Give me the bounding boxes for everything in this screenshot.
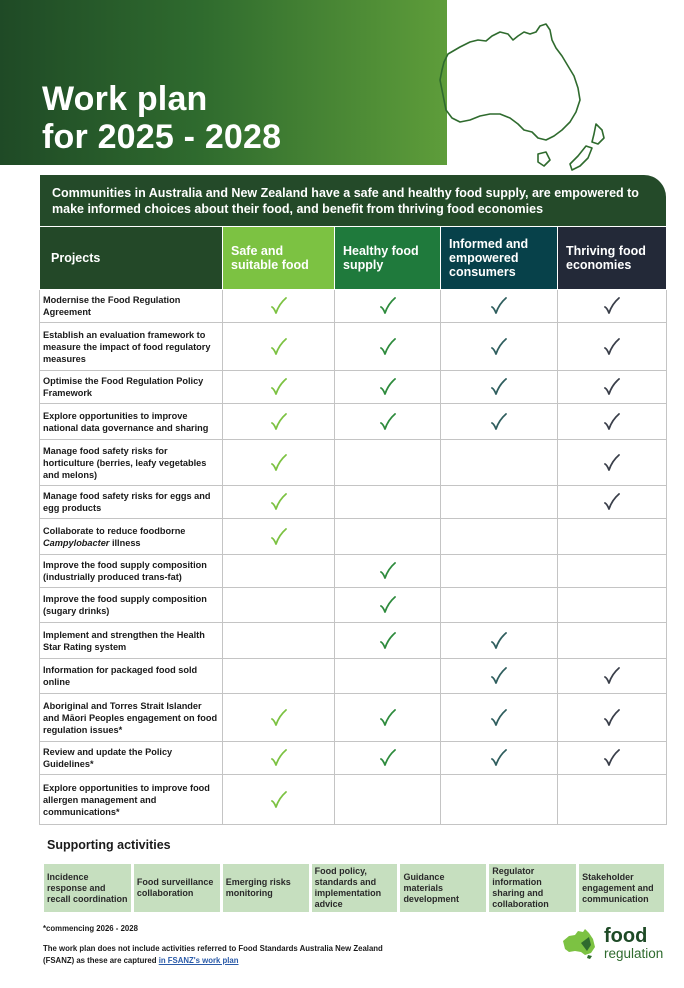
outcome-cell: [441, 290, 558, 323]
outcome-cell: [441, 588, 558, 623]
logo-word-regulation: regulation: [604, 946, 664, 961]
checkmark-icon: [490, 748, 508, 768]
outcome-cell: [558, 588, 667, 623]
checkmark-icon: [270, 708, 288, 728]
outcome-cell: [335, 623, 441, 659]
checkmark-icon: [603, 708, 621, 728]
outcome-cell: [558, 694, 667, 742]
support-item: Emerging risks monitoring: [223, 864, 309, 912]
logo-word-food: food: [604, 925, 648, 947]
table-row: [40, 486, 667, 519]
project-name: Manage food safety risks for horticulture (berries, leafy vegetables and melons): [40, 440, 223, 486]
project-name: [40, 519, 223, 555]
outcome-cell: [223, 555, 335, 588]
outcome-cell: [223, 694, 335, 742]
checkmark-icon: [490, 412, 508, 432]
outcome-cell: [441, 323, 558, 371]
outcome-cell: [223, 775, 335, 825]
checkmark-icon: [603, 453, 621, 473]
table-row: [40, 371, 667, 404]
food-regulation-logo: [561, 925, 671, 965]
project-name: Modernise the Food Regulation Agreement: [40, 290, 223, 323]
project-name: Explore opportunities to improve food allergen management and communications*: [40, 775, 223, 825]
outcome-cell: [335, 775, 441, 825]
outcome-cell: [223, 323, 335, 371]
table-row: [40, 440, 667, 486]
outcome-cell: [441, 519, 558, 555]
checkmark-icon: [490, 377, 508, 397]
australia-nz-map-icon: [400, 14, 610, 172]
checkmark-icon: [270, 296, 288, 316]
australia-leaf-logo-icon: [561, 927, 597, 959]
outcome-cell: [335, 486, 441, 519]
vision-statement: Communities in Australia and New Zealand have a safe and healthy food supply, are empowered to make informed choices about their food, and benefit from thriving food economies: [40, 175, 666, 227]
outcome-cell: [558, 440, 667, 486]
outcome-cell: [223, 519, 335, 555]
footnote: *commencing 2026 - 2028: [43, 924, 138, 933]
disclaimer: [43, 943, 403, 967]
column-header-thriving-economies: Thriving food economies: [558, 227, 667, 290]
table-row: [40, 775, 667, 825]
checkmark-icon: [490, 337, 508, 357]
outcome-cell: [558, 623, 667, 659]
outcome-cell: [223, 371, 335, 404]
outcome-cell: [558, 371, 667, 404]
outcome-cell: [335, 440, 441, 486]
outcome-cell: [223, 404, 335, 440]
checkmark-icon: [270, 377, 288, 397]
table-header-row: [40, 227, 667, 290]
outcome-cell: [558, 519, 667, 555]
checkmark-icon: [379, 337, 397, 357]
hero-banner: [0, 0, 447, 165]
project-name: Improve the food supply composition (sugary drinks): [40, 588, 223, 623]
checkmark-icon: [270, 527, 288, 547]
outcome-cell: [441, 623, 558, 659]
page-title: [42, 80, 281, 156]
column-header-safe-food: Safe and suitable food: [223, 227, 335, 290]
project-name-part: illness: [109, 537, 141, 548]
disclaimer-text: The work plan does not include activities referred to Food Standards Australia New Zealand (FSANZ) as these are captured: [43, 944, 383, 965]
outcome-cell: [558, 323, 667, 371]
table-row: [40, 290, 667, 323]
checkmark-icon: [603, 492, 621, 512]
project-name: Establish an evaluation framework to measure the impact of food regulatory measures: [40, 323, 223, 371]
checkmark-icon: [603, 377, 621, 397]
table-row: [40, 519, 667, 555]
column-header-healthy-supply: Healthy food supply: [335, 227, 441, 290]
checkmark-icon: [270, 453, 288, 473]
checkmark-icon: [490, 631, 508, 651]
support-item: Regulator information sharing and collaboration: [489, 864, 576, 912]
table-body: [40, 290, 667, 825]
table-row: [40, 742, 667, 775]
outcome-cell: [223, 623, 335, 659]
outcome-cell: [335, 323, 441, 371]
outcome-cell: [441, 659, 558, 694]
outcome-cell: [223, 659, 335, 694]
project-name: Aboriginal and Torres Strait Islander and Māori Peoples engagement on food regulation issues*: [40, 694, 223, 742]
outcome-cell: [223, 742, 335, 775]
table-row: [40, 659, 667, 694]
table-row: [40, 588, 667, 623]
outcome-cell: [335, 588, 441, 623]
checkmark-icon: [490, 296, 508, 316]
table-row: [40, 323, 667, 371]
project-name: Information for packaged food sold online: [40, 659, 223, 694]
table-row: [40, 555, 667, 588]
checkmark-icon: [270, 492, 288, 512]
outcome-cell: [558, 555, 667, 588]
project-name: Implement and strengthen the Health Star Rating system: [40, 623, 223, 659]
outcome-cell: [441, 486, 558, 519]
checkmark-icon: [270, 748, 288, 768]
outcome-cell: [335, 555, 441, 588]
outcome-cell: [558, 290, 667, 323]
project-name: Improve the food supply composition (industrially produced trans-fat): [40, 555, 223, 588]
checkmark-icon: [490, 708, 508, 728]
supporting-activities-list: [44, 864, 664, 912]
support-item: Incidence response and recall coordination: [44, 864, 131, 912]
checkmark-icon: [379, 412, 397, 432]
checkmark-icon: [270, 790, 288, 810]
outcome-cell: [441, 742, 558, 775]
table-row: [40, 623, 667, 659]
checkmark-icon: [270, 337, 288, 357]
checkmark-icon: [379, 748, 397, 768]
outcome-cell: [441, 775, 558, 825]
outcome-cell: [441, 555, 558, 588]
work-plan-table: [39, 226, 667, 825]
table-row: [40, 404, 667, 440]
outcome-cell: [223, 588, 335, 623]
support-item: Food policy, standards and implementation advice: [312, 864, 398, 912]
outcome-cell: [335, 371, 441, 404]
support-item: Food surveillance collaboration: [134, 864, 220, 912]
checkmark-icon: [379, 377, 397, 397]
outcome-cell: [441, 440, 558, 486]
checkmark-icon: [603, 296, 621, 316]
checkmark-icon: [603, 337, 621, 357]
outcome-cell: [558, 659, 667, 694]
column-header-informed-consumers: Informed and empowered consumers: [441, 227, 558, 290]
checkmark-icon: [603, 666, 621, 686]
outcome-cell: [335, 519, 441, 555]
outcome-cell: [558, 404, 667, 440]
checkmark-icon: [603, 748, 621, 768]
outcome-cell: [558, 742, 667, 775]
project-name: Optimise the Food Regulation Policy Framework: [40, 371, 223, 404]
checkmark-icon: [379, 631, 397, 651]
title-line-1: Work plan: [42, 80, 208, 118]
project-name-italic: Campylobacter: [43, 537, 110, 548]
outcome-cell: [335, 742, 441, 775]
fsanz-work-plan-link[interactable]: in FSANZ's work plan: [158, 956, 239, 965]
outcome-cell: [558, 775, 667, 825]
outcome-cell: [223, 290, 335, 323]
outcome-cell: [558, 486, 667, 519]
outcome-cell: [335, 694, 441, 742]
outcome-cell: [441, 371, 558, 404]
checkmark-icon: [379, 708, 397, 728]
column-header-projects: Projects: [40, 227, 223, 290]
project-name-part: Collaborate to reduce foodborne: [43, 525, 186, 536]
table-row: [40, 694, 667, 742]
outcome-cell: [335, 404, 441, 440]
checkmark-icon: [379, 296, 397, 316]
title-line-2: for 2025 - 2028: [42, 118, 282, 156]
project-name: Explore opportunities to improve national data governance and sharing: [40, 404, 223, 440]
outcome-cell: [335, 659, 441, 694]
outcome-cell: [441, 694, 558, 742]
checkmark-icon: [379, 561, 397, 581]
checkmark-icon: [270, 412, 288, 432]
checkmark-icon: [490, 666, 508, 686]
project-name: Manage food safety risks for eggs and egg products: [40, 486, 223, 519]
outcome-cell: [335, 290, 441, 323]
outcome-cell: [223, 486, 335, 519]
support-item: Guidance materials development: [400, 864, 486, 912]
outcome-cell: [441, 404, 558, 440]
outcome-cell: [223, 440, 335, 486]
support-item: Stakeholder engagement and communication: [579, 864, 664, 912]
checkmark-icon: [379, 595, 397, 615]
checkmark-icon: [603, 412, 621, 432]
project-name: Review and update the Policy Guidelines*: [40, 742, 223, 775]
supporting-activities-title: Supporting activities: [47, 838, 171, 852]
